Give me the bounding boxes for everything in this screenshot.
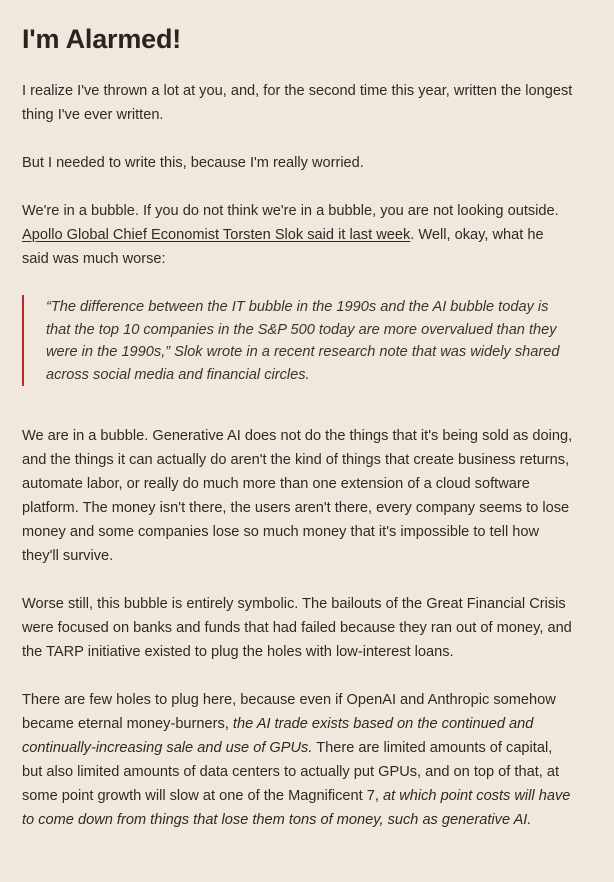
few-holes-italic-d: at which point costs will have to come down from things that lose them tons of money, such as generative AI. — [22, 788, 571, 828]
paragraph-worse-still: Worse still, this bubble is entirely symbolic. The bailouts of the Great Financial Crisis were focused on banks and funds that had failed because they ran out of money, and the TARP initiative existed to plug the holes with low-interest loans. — [22, 596, 572, 660]
few-holes-text-a: There are few holes to plug here, because even if OpenAI and Anthropic somehow became eternal money-burners, — [22, 692, 556, 732]
few-holes-text-c: There are limited amounts of capital, but also limited amounts of data centers to actually put GPUs, and on top of that, at some point growth will slow at one of the Magnificent 7, — [22, 740, 560, 804]
paragraph-we-are-in-bubble: We are in a bubble. Generative AI does not do the things that it's being sold as doing, and the things it can actually do aren't the kind of things that create business returns, automate labor, or really do much more than one extension of a cloud software platform. The money isn't there, the users aren't there, every company seems to lose money and some companies lose so much money that it's impossible to tell how they'll survive. — [22, 428, 573, 564]
few-holes-italic-b: the AI trade exists based on the continued and continually-increasing sale and use of GPUs. — [22, 716, 534, 756]
quote-text: “The difference between the IT bubble in the 1990s and the AI bubble today is that the top 10 companies in the S&P 500 today are more overvalued than they were in the 1990s,” Slok wrote in a recent research note that was widely shared across social media and financial circles. — [46, 299, 560, 383]
paragraph-few-holes — [22, 688, 574, 832]
paragraph-bubble-after: . Well, okay, what he said was much worse: — [22, 227, 544, 267]
paragraph-bubble-text: We're in a bubble. If you do not think we're in a bubble, you are not looking outside. — [22, 203, 559, 219]
paragraph-worried: But I needed to write this, because I'm really worried. — [22, 155, 364, 171]
paragraph-bubble-intro — [22, 199, 574, 271]
paragraph-intro: I realize I've thrown a lot at you, and, for the second time this year, written the longest thing I've ever written. — [22, 83, 573, 123]
article-title: I'm Alarmed! — [22, 24, 182, 54]
apollo-economist-link[interactable]: Apollo Global Chief Economist Torsten Slok said it last week — [22, 227, 411, 243]
slok-quote — [22, 295, 574, 386]
